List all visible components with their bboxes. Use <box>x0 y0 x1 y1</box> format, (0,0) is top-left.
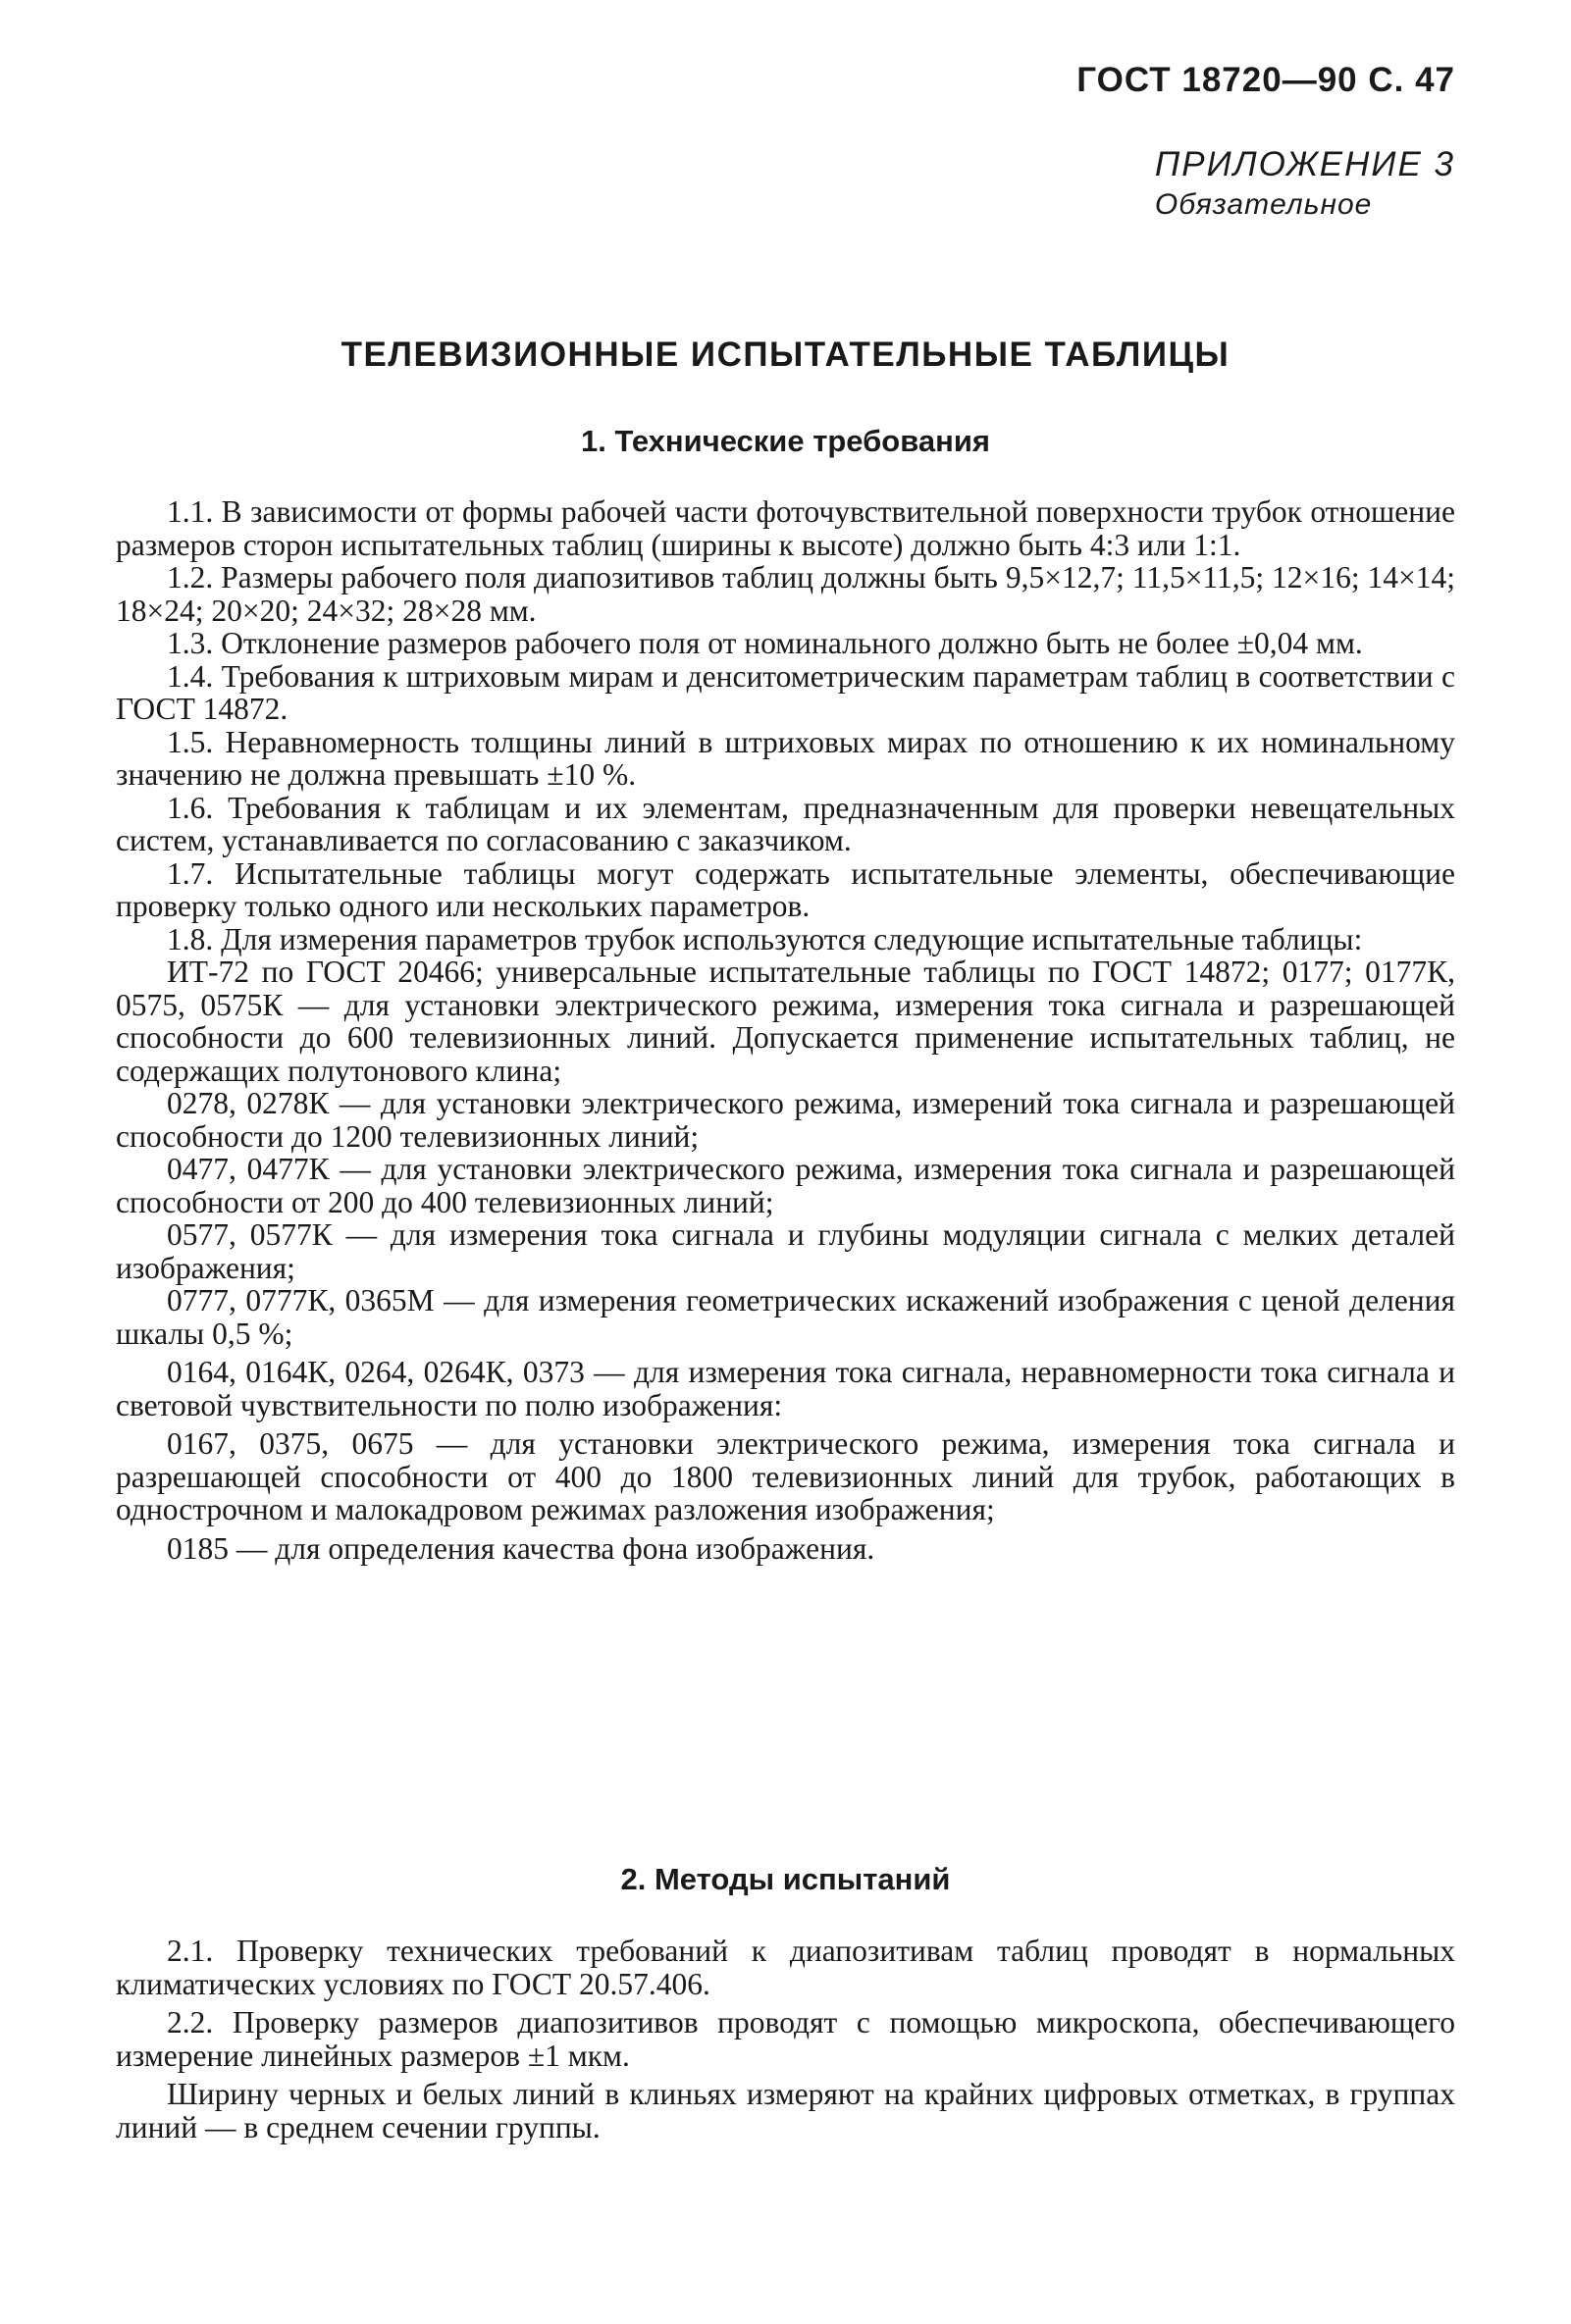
paragraph: 0577, 0577К — для измерения тока сигнала и глубины модуляции сигнала с мелких деталей изображения; <box>116 1217 1455 1285</box>
paragraph: 1.5. Неравномерность толщины линий в штриховых мирах по отношению к их номинальному значению не должна превышать ±10 %. <box>116 724 1455 792</box>
paragraph: 1.8. Для измерения параметров трубок используются следующие испытательные таблицы: <box>167 921 1363 956</box>
page-header: ГОСТ 18720—90 С. 47 <box>1076 61 1455 99</box>
paragraph: 1.4. Требования к штриховым мирам и денситометрическим параметрам таблиц в соответствии с ГОСТ 14872. <box>116 658 1455 726</box>
paragraph: 0185 — для определения качества фона изображения. <box>167 1530 875 1566</box>
paragraph: 1.7. Испытательные таблицы могут содержать испытательные элементы, обеспечивающие проверку только одного или нескольких параметров. <box>116 855 1455 923</box>
paragraph: 0477, 0477К — для установки электрического режима, измерения тока сигнала и разрешающей способности от 200 до 400 телевизионных линий; <box>116 1152 1455 1219</box>
document-title: ТЕЛЕВИЗИОННЫЕ ИСПЫТАТЕЛЬНЫЕ ТАБЛИЦЫ <box>340 336 1231 374</box>
section-2-body <box>116 1935 1455 2143</box>
appendix-label <box>1155 145 1455 222</box>
section-heading-1: 1. Технические требования <box>580 424 990 458</box>
section-heading-2: 2. Методы испытаний <box>620 1862 951 1896</box>
paragraph: 2.1. Проверку технических требований к диапозитивам таблиц проводят в нормальных климатических условиях по ГОСТ 20.57.406. <box>116 1934 1455 2001</box>
paragraph: ИТ-72 по ГОСТ 20466; универсальные испытательные таблицы по ГОСТ 14872; 0177; 0177К, 0575, 0575К — для установки электрического режима, измерения тока сигнала и разрешающей способности до 600 телевизионных линий. Допускается применение испытательных таблиц, не содержащих полутонового клина; <box>116 955 1455 1088</box>
paragraph: 1.2. Размеры рабочего поля диапозитивов таблиц должны быть 9,5×12,7; 11,5×11,5; 12×16; 14×14; 18×24; 20×20; 24×32; 28×28 мм. <box>116 560 1455 628</box>
paragraph: 1.3. Отклонение размеров рабочего поля от номинального должно быть не более ±0,04 мм. <box>167 626 1363 660</box>
paragraph: 0777, 0777К, 0365М — для измерения геометрических искажений изображения с ценой деления шкалы 0,5 %; <box>116 1283 1455 1351</box>
paragraph: 0164, 0164К, 0264, 0264К, 0373 — для измерения тока сигнала, неравномерности тока сигнала и световой чувствительности по полю изображения: <box>116 1355 1455 1422</box>
paragraph: 1.1. В зависимости от формы рабочей части фоточувствительной поверхности трубок отношение размеров сторон испытательных таблиц (ширины к высоте) должно быть 4:3 или 1:1. <box>116 494 1455 562</box>
section-1-body <box>116 495 1455 1565</box>
paragraph: Ширину черных и белых линий в клиньях измеряют на крайних цифровых отметках, в группах линий — в среднем сечении группы. <box>116 2077 1455 2144</box>
appendix-status: Обязательное <box>1154 188 1373 221</box>
paragraph: 0278, 0278К — для установки электрического режима, измерений тока сигнала и разрешающей способности до 1200 телевизионных линий; <box>116 1086 1455 1154</box>
paragraph: 2.2. Проверку размеров диапозитивов проводят с помощью микроскопа, обеспечивающего измерение линейных размеров ±1 мкм. <box>116 2005 1455 2073</box>
paragraph: 1.6. Требования к таблицам и их элементам, предназначенным для проверки невещательных систем, устанавливается по согласованию с заказчиком. <box>116 790 1455 857</box>
appendix-title: ПРИЛОЖЕНИЕ 3 <box>1154 145 1455 183</box>
paragraph: 0167, 0375, 0675 — для установки электрического режима, измерения тока сигнала и разрешающей способности от 400 до 1800 телевизионных линий для трубок, работающих в однострочном и малокадровом режимах разложения изображения; <box>116 1426 1455 1526</box>
